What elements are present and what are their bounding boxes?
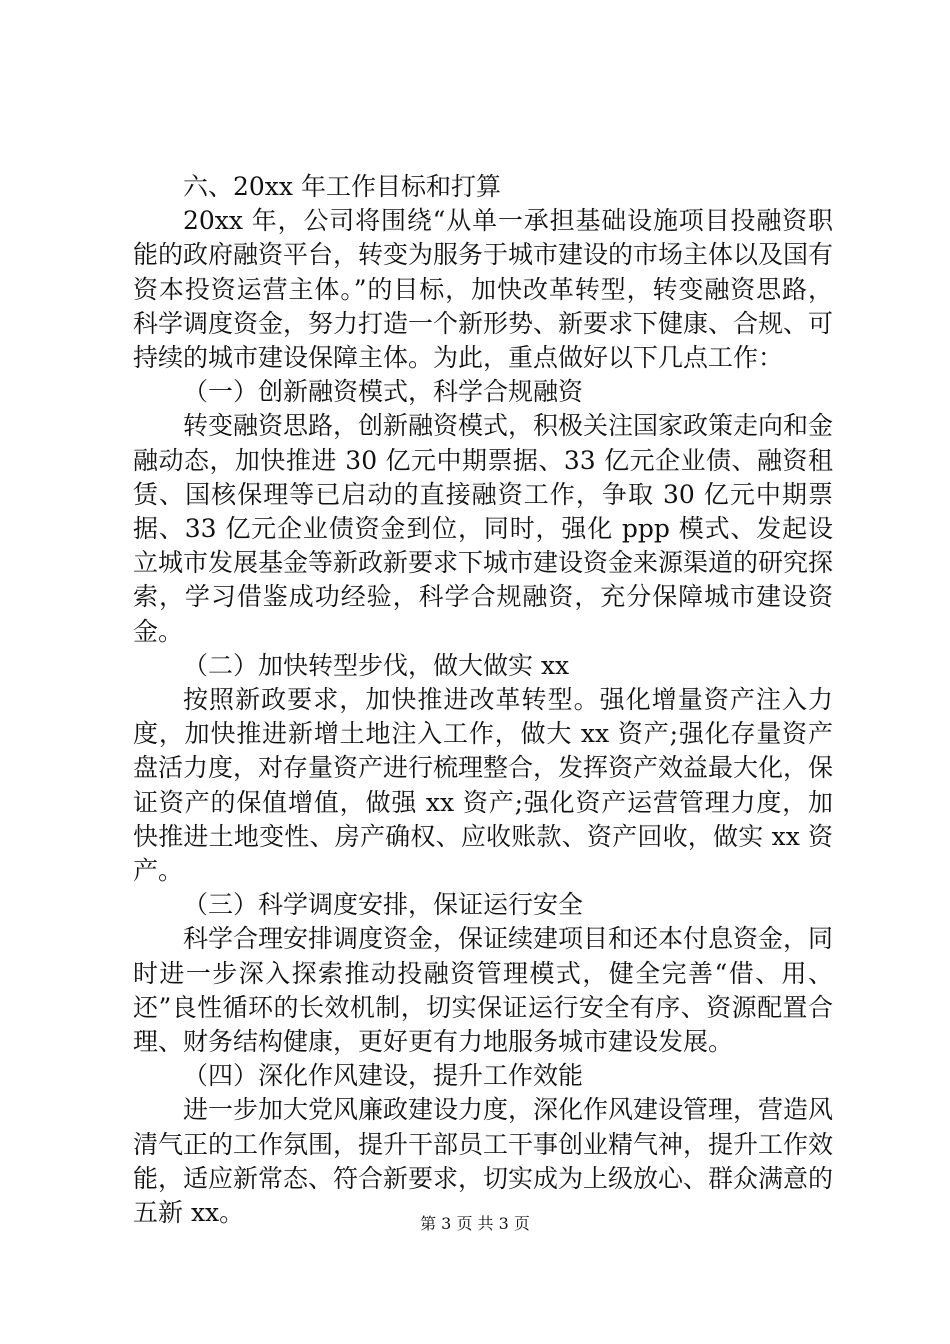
item-4-body: 进一步加大党风廉政建设力度，深化作风建设管理，营造风清气正的工作氛围，提升干部员工干事创业精气神，提升工作效能，适应新常态、符合新要求，切实成为上级放心、群众满意的五新 xx。: [133, 1095, 834, 1228]
document-body: [133, 170, 833, 1230]
item-1-body: 转变融资思路，创新融资模式，积极关注国家政策走向和金融动态，加快推进 30 亿元中期票据、33 亿元企业债、融资租赁、国核保理等已启动的直接融资工作，争取 30 亿元中期票据、33 亿元企业债资金到位，同时，强化 ppp 模式、发起设立城市发展基金等新政新要求下城市建设资金来源渠道的研究探索，学习借鉴成功经验，科学合规融资，充分保障城市建设资金。: [133, 411, 834, 646]
intro-paragraph: 20xx 年，公司将围绕“从单一承担基础设施项目投融资职能的政府融资平台，转变为服务于城市建设的市场主体以及国有资本投资运营主体。”的目标，加快改革转型，转变融资思路，科学调度资金，努力打造一个新形势、新要求下健康、合规、可持续的城市建设保障主体。为此，重点做好以下几点工作：: [133, 206, 834, 373]
section-title: 六、20xx 年工作目标和打算: [183, 172, 501, 201]
item-2-body: 按照新政要求，加快推进改革转型。强化增量资产注入力度，加快推进新增土地注入工作，做大 xx 资产;强化存量资产盘活力度，对存量资产进行梳理整合，发挥资产效益最大化，保证资产的保值增值，做强 xx 资产;强化资产运营管理力度，加快推进土地变性、房产确权、应收账款、资产回收，做实 xx 资产。: [133, 685, 834, 886]
item-1-heading: （一）创新融资模式，科学合规融资: [183, 377, 584, 407]
item-2-heading: （二）加快转型步伐，做大做实 xx: [183, 650, 570, 680]
item-4-heading: （四）深化作风建设，提升工作效能: [183, 1061, 584, 1091]
item-3-heading: （三）科学调度安排，保证运行安全: [183, 890, 584, 920]
item-3-body: 科学合理安排调度资金，保证续建项目和还本付息资金，同时进一步深入探索推动投融资管理模式，健全完善“借、用、还”良性循环的长效机制，切实保证运行安全有序、资源配置合理、财务结构健康，更好更有力地服务城市建设发展。: [133, 924, 834, 1057]
page-footer: 第 3 页 共 3 页: [420, 1214, 530, 1233]
